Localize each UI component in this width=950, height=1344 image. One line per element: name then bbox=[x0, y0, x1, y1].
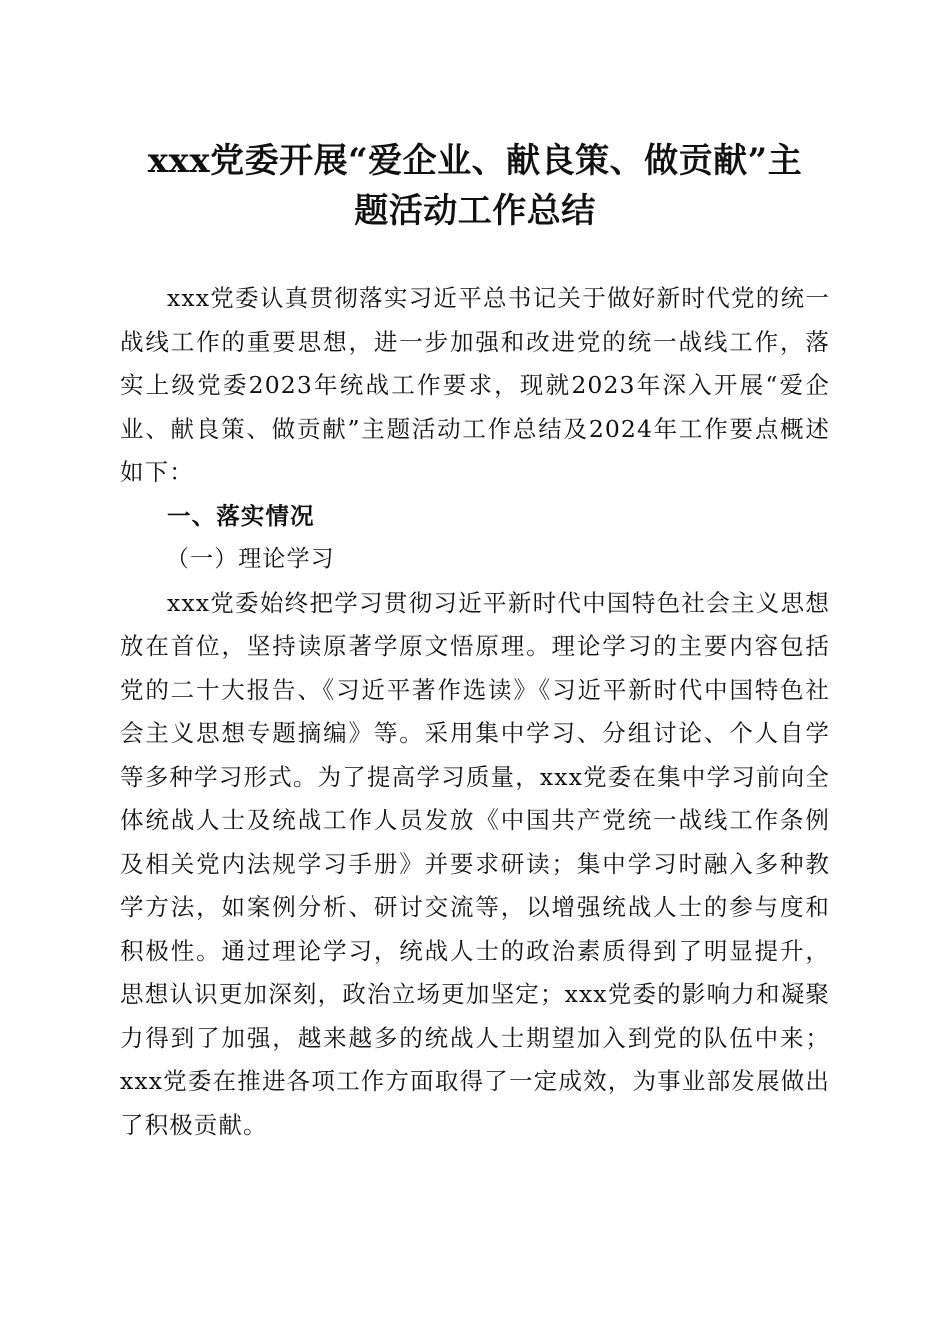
theory-study-paragraph: xxx党委始终把学习贯彻习近平新时代中国特色社会主义思想放在首位，坚持读原著学原文悟原理。理论学习的主要内容包括党的二十大报告、《习近平著作选读》《习近平新时代中国特色社会主义思想专题摘编》等。采用集中学习、分组讨论、个人自学等多种学习形式。为了提高学习质量，xxx党委在集中学习前向全体统战人士及统战工作人员发放《中国共产党统一战线工作条例及相关党内法规学习手册》并要求研读；集中学习时融入多种教学方法，如案例分析、研讨交流等，以增强统战人士的参与度和积极性。通过理论学习，统战人士的政治素质得到了明显提升，思想认识更加深刻，政治立场更加坚定；xxx党委的影响力和凝聚力得到了加强，越来越多的统战人士期望加入到党的队伍中来；xxx党委在推进各项工作方面取得了一定成效，为事业部发展做出了积极贡献。 bbox=[120, 588, 830, 1139]
title-line-2: 题活动工作总结 bbox=[354, 191, 596, 231]
subsection-heading-theory-study: （一）理论学习 bbox=[166, 546, 335, 572]
document-title bbox=[118, 136, 832, 236]
section-heading-implementation: 一、落实情况 bbox=[167, 501, 315, 530]
intro-paragraph: xxx党委认真贯彻落实习近平总书记关于做好新时代党的统一战线工作的重要思想，进一步加强和改进党的统一战线工作，落实上级党委2023年统战工作要求，现就2023年深入开展“爱企业、献良策、做贡献”主题活动工作总结及2024年工作要点概述如下： bbox=[120, 284, 830, 486]
document-body bbox=[120, 277, 830, 1147]
title-line-1: xxx党委开展“爱企业、献良策、做贡献”主 bbox=[147, 141, 803, 181]
